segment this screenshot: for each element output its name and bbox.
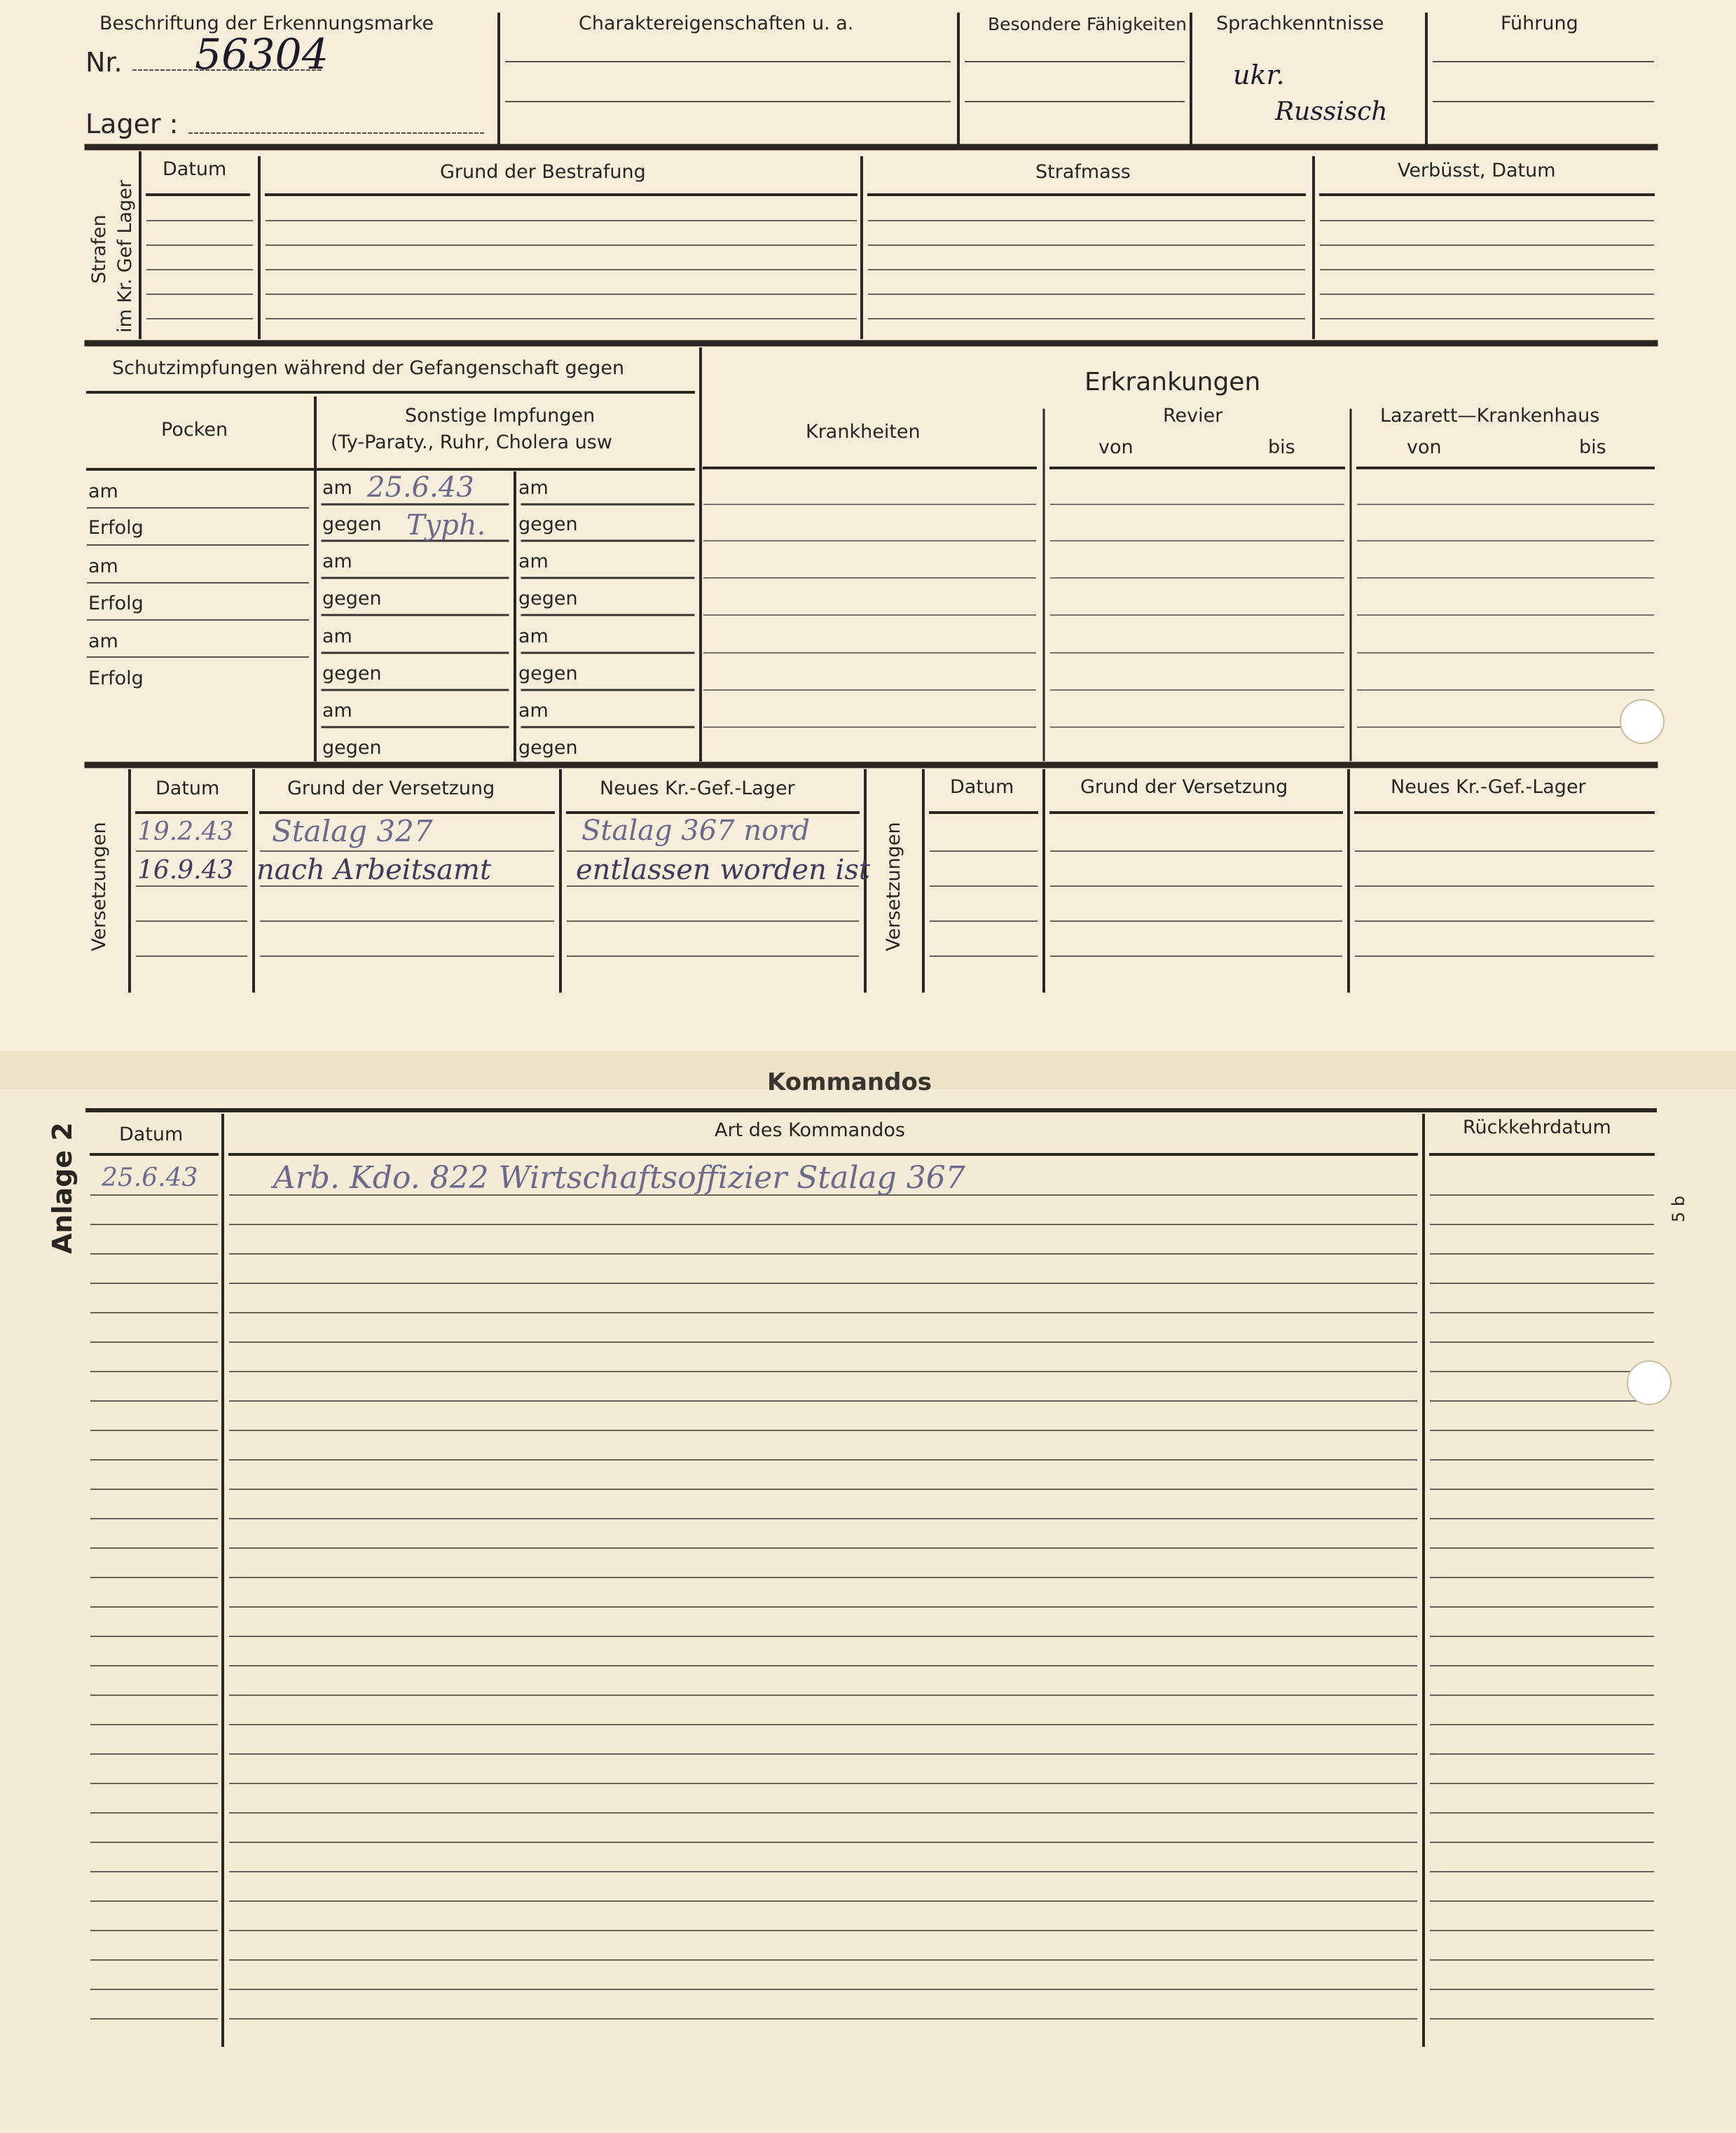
erkrankungen-col-lazarett: Lazarett—Krankenhaus xyxy=(1380,405,1600,427)
versetzung-grund: Stalag 327 xyxy=(272,814,433,848)
erkrankungen-col-revier: Revier xyxy=(1163,405,1223,427)
versetzung-col-lager: Neues Kr.-Gef.-Lager xyxy=(600,778,795,799)
pocken-row: Erfolg xyxy=(88,517,144,539)
versetzung-grund: nach Arbeitsamt xyxy=(256,854,492,886)
kommando-art: Arb. Kdo. 822 Wirtschaftsoffizier Stalag 367 xyxy=(273,1160,965,1196)
impfungen-col-sonstige-1: Sonstige Impfungen xyxy=(405,405,595,427)
tag-label: Beschriftung der Erkennungsmarke xyxy=(99,13,434,34)
erkrankungen-col-krankheiten: Krankheiten xyxy=(806,421,921,443)
sprach-value-2: Russisch xyxy=(1275,97,1388,126)
sonstige-row: gegen xyxy=(322,663,382,684)
versetzung-col-lager-2: Neues Kr.-Gef.-Lager xyxy=(1391,776,1586,798)
sonstige-row-2: am xyxy=(518,477,549,499)
nr-label: Nr. xyxy=(85,47,123,78)
strafen-col-datum: Datum xyxy=(163,158,227,180)
revier-bis: bis xyxy=(1268,436,1295,458)
kommando-col-rueckkehr: Rückkehrdatum xyxy=(1463,1117,1611,1138)
kommandos-title: Kommandos xyxy=(767,1068,932,1096)
sonstige-row-2: gegen xyxy=(518,588,578,609)
strafen-col-strafmass: Strafmass xyxy=(1035,161,1131,183)
versetzung-col-grund-2: Grund der Versetzung xyxy=(1080,776,1288,798)
lazarett-bis: bis xyxy=(1579,436,1606,458)
lazarett-von: von xyxy=(1407,436,1442,458)
sonstige-row-2: am xyxy=(518,551,549,572)
sprach-value-1: ukr. xyxy=(1233,60,1285,90)
pocken-row: Erfolg xyxy=(88,593,144,614)
sonstige-row-2: am xyxy=(518,626,549,647)
sonstige-row-2: gegen xyxy=(518,513,578,535)
sprach-label: Sprachkenntnisse xyxy=(1216,13,1384,34)
nr-value: 56304 xyxy=(195,30,329,79)
sonstige-row: gegen xyxy=(322,588,382,609)
impfung-hw-type: Typh. xyxy=(406,509,486,541)
anlage-side-label: Anlage 2 xyxy=(47,1122,78,1254)
punch-hole xyxy=(1627,1360,1672,1405)
strafen-col-grund: Grund der Bestrafung xyxy=(440,161,646,183)
fuehrung-label: Führung xyxy=(1501,13,1578,34)
impfungen-col-sonstige-2: (Ty-Paraty., Ruhr, Cholera usw xyxy=(331,432,612,453)
pocken-row: am xyxy=(88,555,118,577)
sonstige-row-2: gegen xyxy=(518,737,578,759)
sonstige-row: am xyxy=(322,551,352,572)
pocken-row: am xyxy=(88,630,118,652)
pocken-row: am xyxy=(88,481,118,502)
versetzungen-side-label: Versetzungen xyxy=(88,822,110,951)
kommando-col-art: Art des Kommandos xyxy=(715,1119,906,1141)
versetzung-lager: Stalag 367 nord xyxy=(581,815,810,847)
sonstige-row: am xyxy=(322,477,352,499)
impfungen-col-pocken: Pocken xyxy=(161,419,228,441)
versetzung-datum: 19.2.43 xyxy=(137,817,234,846)
erkrankungen-title: Erkrankungen xyxy=(1084,368,1261,396)
punch-hole xyxy=(1620,699,1665,744)
revier-von: von xyxy=(1098,436,1134,458)
pocken-row: Erfolg xyxy=(88,668,144,689)
faehigkeiten-label: Besondere Fähigkeiten xyxy=(988,14,1187,34)
impfung-hw-date: 25.6.43 xyxy=(367,471,474,504)
sonstige-row-2: gegen xyxy=(518,663,578,684)
corner-code: 5 b xyxy=(1669,1195,1688,1222)
kommando-col-datum: Datum xyxy=(119,1124,184,1145)
versetzung-col-grund: Grund der Versetzung xyxy=(287,778,495,799)
kommando-datum: 25.6.43 xyxy=(102,1164,198,1192)
impfungen-title: Schutzimpfungen während der Gefangenschaft gegen xyxy=(112,357,625,379)
versetzung-col-datum: Datum xyxy=(156,778,220,799)
versetzung-lager: entlassen worden ist xyxy=(576,854,870,886)
sonstige-row: gegen xyxy=(322,737,382,759)
strafen-side-label-2: im Kr. Gef Lager xyxy=(114,180,136,333)
versetzungen-side-label-2: Versetzungen xyxy=(883,822,904,951)
sonstige-row: am xyxy=(322,626,352,647)
strafen-col-verbuesst: Verbüsst, Datum xyxy=(1398,160,1556,181)
strafen-side-label-1: Strafen xyxy=(88,214,110,284)
sonstige-row-2: am xyxy=(518,700,549,722)
charakter-label: Charaktereigenschaften u. a. xyxy=(579,13,854,34)
versetzung-col-datum-2: Datum xyxy=(950,776,1014,798)
lager-label: Lager : xyxy=(85,109,179,139)
versetzung-datum: 16.9.43 xyxy=(137,856,234,885)
sonstige-row: gegen xyxy=(322,513,382,535)
sonstige-row: am xyxy=(322,700,352,722)
